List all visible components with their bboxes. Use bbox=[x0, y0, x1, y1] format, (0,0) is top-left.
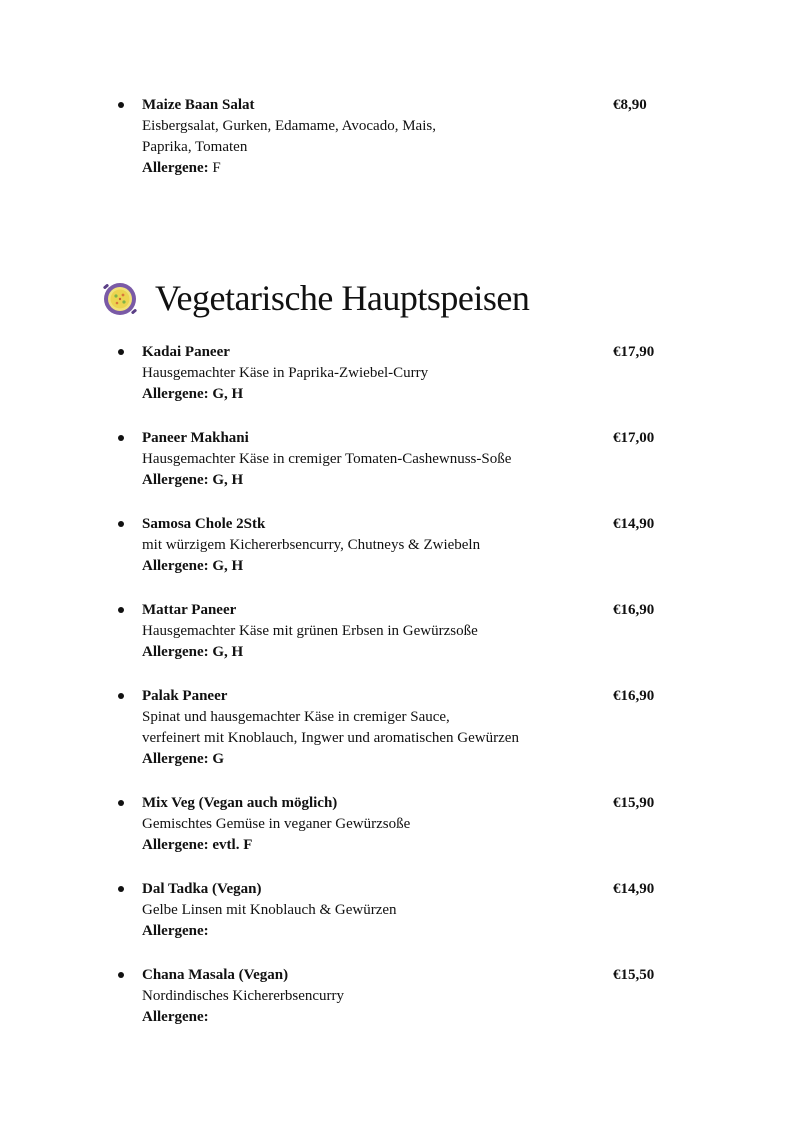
bullet bbox=[118, 972, 124, 978]
dish-name: Paneer Makhani bbox=[142, 430, 249, 446]
dish-price: €15,50 bbox=[613, 967, 655, 983]
dish-description bbox=[142, 363, 428, 384]
dish-description bbox=[142, 900, 397, 921]
description-line: Paprika, Tomaten bbox=[142, 139, 248, 155]
dish-allergens: Allergene: bbox=[142, 1009, 209, 1025]
dish-name: Mattar Paneer bbox=[142, 602, 237, 618]
description-line: Gemischtes Gemüse in veganer Gewürzsoße bbox=[142, 816, 411, 832]
description-line: Spinat und hausgemachter Käse in cremiger Sauce, bbox=[142, 709, 450, 725]
dish-name: Mix Veg (Vegan auch möglich) bbox=[142, 795, 338, 811]
description-line: Hausgemachter Käse in Paprika-Zwiebel-Curry bbox=[142, 365, 429, 381]
bullet bbox=[118, 521, 124, 527]
dish-name: Dal Tadka (Vegan) bbox=[142, 881, 262, 897]
dish-description bbox=[142, 707, 519, 749]
dish-price: €16,90 bbox=[613, 688, 655, 704]
description-line: Hausgemachter Käse in cremiger Tomaten-Cashewnuss-Soße bbox=[142, 451, 512, 467]
menu-item bbox=[116, 342, 676, 405]
dish-price: €16,90 bbox=[613, 602, 655, 618]
dish-name: Samosa Chole 2Stk bbox=[142, 516, 266, 532]
dish-allergens: Allergene: bbox=[142, 923, 209, 939]
dish-allergens: Allergene: G, H bbox=[142, 558, 244, 574]
dish-description bbox=[142, 449, 511, 470]
menu-item bbox=[116, 879, 676, 942]
allergen-value: F bbox=[208, 160, 221, 176]
dish-price: €14,90 bbox=[613, 881, 655, 897]
dish-name: Kadai Paneer bbox=[142, 344, 230, 360]
dish-allergens bbox=[142, 158, 221, 179]
dish-allergens: Allergene: G, H bbox=[142, 472, 244, 488]
menu-item bbox=[116, 95, 676, 179]
dish-allergens: Allergene: evtl. F bbox=[142, 837, 253, 853]
menu-item bbox=[116, 600, 676, 663]
bullet bbox=[118, 800, 124, 806]
description-line: Gelbe Linsen mit Knoblauch & Gewürzen bbox=[142, 902, 397, 918]
menu-item bbox=[116, 965, 676, 1028]
bullet bbox=[118, 349, 124, 355]
bullet bbox=[118, 886, 124, 892]
dish-description bbox=[142, 814, 410, 835]
allergen-label: Allergene: bbox=[142, 160, 209, 176]
description-line: Eisbergsalat, Gurken, Edamame, Avocado, Mais, bbox=[142, 118, 436, 134]
bullet bbox=[118, 102, 124, 108]
description-line: verfeinert mit Knoblauch, Ingwer und aromatischen Gewürzen bbox=[142, 730, 519, 746]
dish-price: €8,90 bbox=[613, 97, 647, 113]
dish-description bbox=[142, 986, 344, 1007]
dish-name: Maize Baan Salat bbox=[142, 97, 255, 113]
dish-name: Chana Masala (Vegan) bbox=[142, 967, 289, 983]
dish-price: €15,90 bbox=[613, 795, 655, 811]
bullet bbox=[118, 693, 124, 699]
dish-price: €14,90 bbox=[613, 516, 655, 532]
dish-description bbox=[142, 621, 478, 642]
dish-price: €17,90 bbox=[613, 344, 655, 360]
menu-item bbox=[116, 686, 676, 770]
menu-item bbox=[116, 514, 676, 577]
description-line: Hausgemachter Käse mit grünen Erbsen in Gewürzsoße bbox=[142, 623, 478, 639]
description-line: mit würzigem Kichererbsencurry, Chutneys & Zwiebeln bbox=[142, 537, 481, 553]
dish-allergens: Allergene: G, H bbox=[142, 386, 244, 402]
menu-item bbox=[116, 793, 676, 856]
dish-allergens: Allergene: G, H bbox=[142, 644, 244, 660]
bullet bbox=[118, 607, 124, 613]
description-line: Nordindisches Kichererbsencurry bbox=[142, 988, 345, 1004]
dish-price: €17,00 bbox=[613, 430, 655, 446]
dish-allergens: Allergene: G bbox=[142, 751, 225, 767]
dish-name: Palak Paneer bbox=[142, 688, 228, 704]
bullet bbox=[118, 435, 124, 441]
dish-description bbox=[142, 116, 436, 158]
section-title: Vegetarische Hauptspeisen bbox=[155, 278, 530, 318]
menu-item bbox=[116, 428, 676, 491]
curry-bowl-icon bbox=[102, 281, 138, 317]
dish-description bbox=[142, 535, 480, 556]
